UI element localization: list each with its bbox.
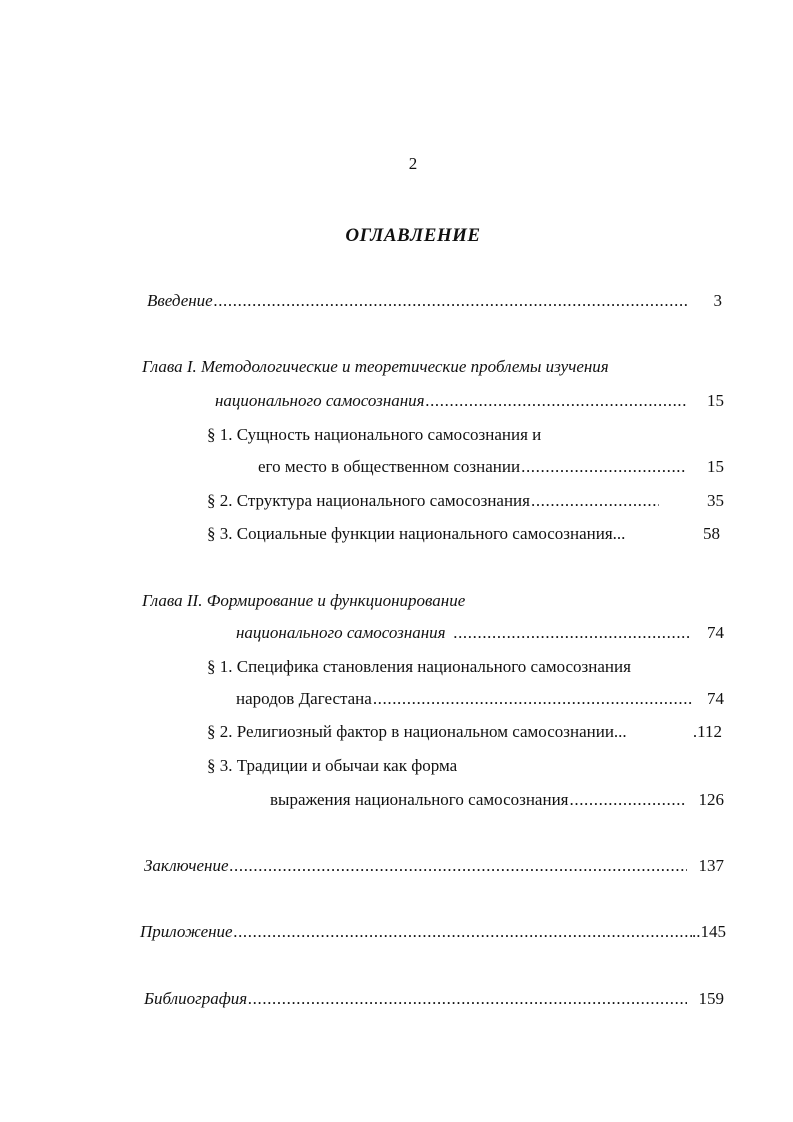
toc-entry-label: Заключение xyxy=(144,856,229,875)
toc-entry-label: его место в общественном сознании xyxy=(258,457,521,476)
toc-page-number: 15 xyxy=(707,457,724,476)
dot-leader xyxy=(214,290,687,312)
toc-page-number: 126 xyxy=(698,790,724,809)
toc-page-number: ..145 xyxy=(692,922,726,941)
dot-leader xyxy=(230,855,687,877)
dot-leader xyxy=(531,490,659,512)
chapter-1-title[interactable]: Глава I. Методологические и теоретические проблемы изучения xyxy=(142,357,609,376)
toc-entry-section-1-3[interactable]: § 3. Социальные функции национального самосознания... xyxy=(207,524,626,543)
toc-entry-label: национального самосознания xyxy=(236,623,446,642)
dot-leader xyxy=(570,789,687,811)
toc-page-number: 137 xyxy=(698,856,724,875)
dot-leader xyxy=(426,390,687,412)
toc-entry-appendix[interactable] xyxy=(140,921,692,943)
toc-page-number: 3 xyxy=(713,291,722,310)
dot-leader xyxy=(248,988,687,1010)
toc-entry-label: национального самосознания xyxy=(215,391,425,410)
section-1-1-title[interactable]: § 1. Сущность национального самосознания и xyxy=(207,425,542,444)
toc-entry-section-2-3[interactable] xyxy=(270,789,686,811)
toc-entry-label: народов Дагестана xyxy=(236,689,372,708)
section-2-3-title[interactable]: § 3. Традиции и обычаи как форма xyxy=(207,756,458,775)
section-2-1-title[interactable]: § 1. Специфика становления национального самосознания xyxy=(207,657,631,676)
toc-entry-label: Введение xyxy=(147,291,213,310)
toc-entry-section-2-1[interactable] xyxy=(236,688,692,710)
toc-page-number: 58 xyxy=(703,524,720,543)
toc-page-number: 74 xyxy=(707,689,724,708)
page-number: 2 xyxy=(408,154,418,173)
toc-entry-intro[interactable] xyxy=(147,290,687,312)
toc-entry-chapter-1[interactable] xyxy=(215,390,687,412)
toc-page-number: 74 xyxy=(707,623,724,642)
toc-entry-bibliography[interactable] xyxy=(144,988,687,1010)
toc-entry-section-1-1[interactable] xyxy=(258,456,686,478)
toc-entry-label: Приложение xyxy=(140,922,233,941)
toc-entry-label: Библиография xyxy=(144,989,248,1008)
toc-page-number: .112 xyxy=(692,722,722,741)
toc-entry-chapter-2[interactable] xyxy=(236,622,691,644)
toc-entry-section-1-2[interactable] xyxy=(207,490,659,512)
toc-entry-section-2-2[interactable]: § 2. Религиозный фактор в национальном самосознании... xyxy=(207,722,627,741)
dot-leader xyxy=(521,456,686,478)
toc-page-number: 159 xyxy=(698,989,724,1008)
dot-leader xyxy=(234,921,692,943)
chapter-2-title[interactable]: Глава II. Формирование и функционирование xyxy=(142,591,466,610)
page-title: ОГЛАВЛЕНИЕ xyxy=(345,225,481,246)
toc-entry-label: § 2. Структура национального самосознания xyxy=(207,491,530,510)
toc-page-number: 15 xyxy=(707,391,724,410)
dot-leader xyxy=(373,688,692,710)
toc-page-number: 35 xyxy=(707,491,724,510)
toc-entry-conclusion[interactable] xyxy=(144,855,687,877)
toc-entry-label: выражения национального самосознания xyxy=(270,790,569,809)
dot-leader xyxy=(454,622,691,644)
